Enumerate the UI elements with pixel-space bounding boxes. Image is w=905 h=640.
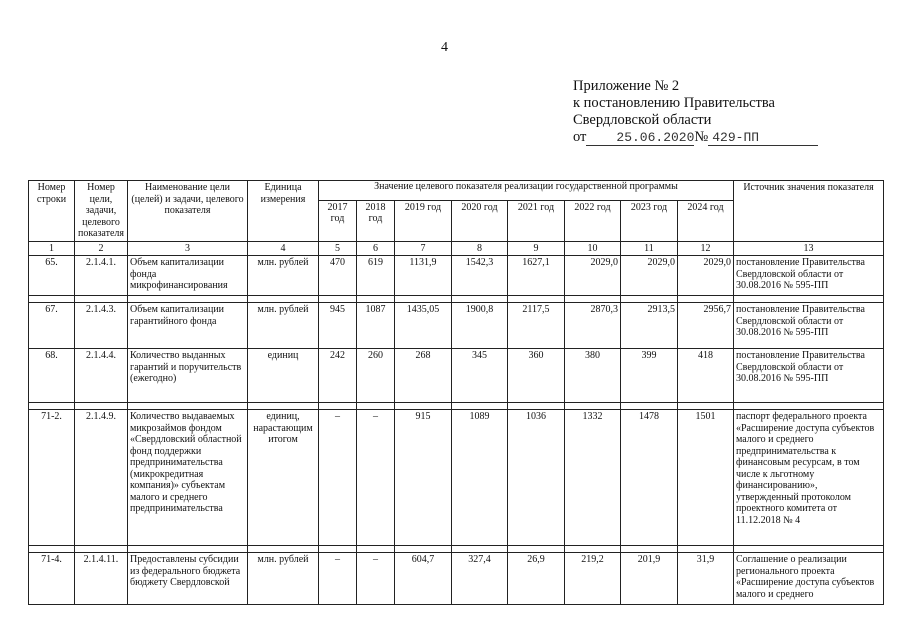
column-number: 10 bbox=[565, 241, 621, 256]
cell-value: 201,9 bbox=[621, 553, 678, 605]
cell-row-no: 71-2. bbox=[29, 410, 75, 546]
cell-value: 2956,7 bbox=[678, 303, 734, 349]
cell-goal-no: 2.1.4.11. bbox=[75, 553, 128, 605]
cell-value: – bbox=[357, 553, 395, 605]
header-year: 2019 год bbox=[395, 200, 452, 241]
cell-value: 345 bbox=[452, 349, 508, 403]
cell-goal-no: 2.1.4.1. bbox=[75, 256, 128, 296]
cell-value: 31,9 bbox=[678, 553, 734, 605]
header-row bbox=[29, 181, 884, 201]
cell-source: постановление Правительства Свердловской области от 30.08.2016 № 595-ПП bbox=[734, 256, 884, 296]
cell-value: 327,4 bbox=[452, 553, 508, 605]
header-year: 2023 год bbox=[621, 200, 678, 241]
cell-value: 1089 bbox=[452, 410, 508, 546]
from-label: от bbox=[573, 129, 587, 145]
table-row bbox=[29, 256, 884, 296]
header-year: 2024 год bbox=[678, 200, 734, 241]
cell-value: 2870,3 bbox=[565, 303, 621, 349]
column-number: 2 bbox=[75, 241, 128, 256]
cell-value: 380 bbox=[565, 349, 621, 403]
cell-source: постановление Правительства Свердловской области от 30.08.2016 № 595-ПП bbox=[734, 349, 884, 403]
cell-goal-no: 2.1.4.3. bbox=[75, 303, 128, 349]
cell-value: 2029,0 bbox=[678, 256, 734, 296]
cell-value: 1131,9 bbox=[395, 256, 452, 296]
cell-value: 1501 bbox=[678, 410, 734, 546]
column-number: 8 bbox=[452, 241, 508, 256]
header-row-no: Номер строки bbox=[29, 181, 75, 242]
cell-value: 418 bbox=[678, 349, 734, 403]
page-number: 4 bbox=[441, 40, 448, 55]
cell-unit: единиц bbox=[248, 349, 319, 403]
cell-value: 2913,5 bbox=[621, 303, 678, 349]
column-number: 5 bbox=[319, 241, 357, 256]
cell-value: 1478 bbox=[621, 410, 678, 546]
header-year: 2022 год bbox=[565, 200, 621, 241]
column-number: 11 bbox=[621, 241, 678, 256]
header-year: 2018 год bbox=[357, 200, 395, 241]
cell-value: 242 bbox=[319, 349, 357, 403]
column-number: 6 bbox=[357, 241, 395, 256]
header-values-group: Значение целевого показателя реализации государственной программы bbox=[319, 181, 734, 201]
cell-row-no: 67. bbox=[29, 303, 75, 349]
cell-row-no: 68. bbox=[29, 349, 75, 403]
cell-source: Соглашение о реализации регионального проекта «Расширение доступа субъектов малого и среднего bbox=[734, 553, 884, 605]
resolution-number: 429-ПП bbox=[708, 131, 818, 146]
table-row bbox=[29, 349, 884, 403]
cell-value: 399 bbox=[621, 349, 678, 403]
cell-value: 260 bbox=[357, 349, 395, 403]
column-number: 7 bbox=[395, 241, 452, 256]
appendix-subtitle: к постановлению Правительства bbox=[573, 95, 775, 111]
cell-row-no: 71-4. bbox=[29, 553, 75, 605]
cell-value: 2117,5 bbox=[508, 303, 565, 349]
cell-source: паспорт федерального проекта «Расширение доступа субъектов малого и среднего предпринимательства к финансовым ресурсам, в том числе к льготному финансированию», утвержденный протоколом проектного комитета от 11.12.2018 № 4 bbox=[734, 410, 884, 546]
appendix-date-line bbox=[573, 129, 818, 146]
cell-value: 1542,3 bbox=[452, 256, 508, 296]
cell-value: 604,7 bbox=[395, 553, 452, 605]
cell-unit: единиц, нарастающим итогом bbox=[248, 410, 319, 546]
cell-value: 26,9 bbox=[508, 553, 565, 605]
number-label: № bbox=[694, 129, 709, 145]
cell-unit: млн. рублей bbox=[248, 256, 319, 296]
header-year: 2020 год bbox=[452, 200, 508, 241]
appendix-region: Свердловской области bbox=[573, 112, 712, 128]
resolution-date: 25.06.2020 bbox=[586, 131, 694, 146]
column-number: 12 bbox=[678, 241, 734, 256]
cell-value: – bbox=[319, 410, 357, 546]
cell-value: 1036 bbox=[508, 410, 565, 546]
cell-unit: млн. рублей bbox=[248, 553, 319, 605]
header-goal-no: Номер цели, задачи, целевого показателя bbox=[75, 181, 128, 242]
cell-value: 360 bbox=[508, 349, 565, 403]
cell-value: 619 bbox=[357, 256, 395, 296]
cell-value: – bbox=[357, 410, 395, 546]
appendix-block bbox=[573, 78, 818, 146]
header-source: Источник значения показателя bbox=[734, 181, 884, 242]
cell-value: 2029,0 bbox=[565, 256, 621, 296]
column-number: 4 bbox=[248, 241, 319, 256]
cell-source: постановление Правительства Свердловской области от 30.08.2016 № 595-ПП bbox=[734, 303, 884, 349]
column-number: 1 bbox=[29, 241, 75, 256]
table-row bbox=[29, 410, 884, 546]
cell-goal-no: 2.1.4.4. bbox=[75, 349, 128, 403]
cell-value: 268 bbox=[395, 349, 452, 403]
header-year: 2021 год bbox=[508, 200, 565, 241]
header-unit: Единица измерения bbox=[248, 181, 319, 242]
cell-name: Объем капитализации фонда микрофинансирования bbox=[128, 256, 248, 296]
table-row bbox=[29, 553, 884, 605]
cell-name: Количество выдаваемых микрозаймов фондом «Свердловский областной фонд поддержки предпринимательства (микрокредитная компания)» субъектам малого и среднего предпринимательства bbox=[128, 410, 248, 546]
cell-row-no: 65. bbox=[29, 256, 75, 296]
cell-value: 470 bbox=[319, 256, 357, 296]
cell-value: 2029,0 bbox=[621, 256, 678, 296]
indicators-table bbox=[28, 180, 884, 605]
cell-value: – bbox=[319, 553, 357, 605]
cell-value: 1900,8 bbox=[452, 303, 508, 349]
cell-value: 945 bbox=[319, 303, 357, 349]
cell-name: Объем капитализации гарантийного фонда bbox=[128, 303, 248, 349]
cell-value: 219,2 bbox=[565, 553, 621, 605]
column-numbers-row bbox=[29, 241, 884, 256]
column-number: 3 bbox=[128, 241, 248, 256]
header-year: 2017 год bbox=[319, 200, 357, 241]
cell-value: 1332 bbox=[565, 410, 621, 546]
column-number: 9 bbox=[508, 241, 565, 256]
cell-goal-no: 2.1.4.9. bbox=[75, 410, 128, 546]
cell-value: 915 bbox=[395, 410, 452, 546]
cell-name: Предоставлены субсидии из федерального бюджета бюджету Свердловской bbox=[128, 553, 248, 605]
cell-value: 1435,05 bbox=[395, 303, 452, 349]
cell-unit: млн. рублей bbox=[248, 303, 319, 349]
cell-value: 1627,1 bbox=[508, 256, 565, 296]
column-number: 13 bbox=[734, 241, 884, 256]
table-row bbox=[29, 303, 884, 349]
header-name: Наименование цели (целей) и задачи, целевого показателя bbox=[128, 181, 248, 242]
appendix-title: Приложение № 2 bbox=[573, 78, 680, 94]
cell-value: 1087 bbox=[357, 303, 395, 349]
cell-name: Количество выданных гарантий и поручительств (ежегодно) bbox=[128, 349, 248, 403]
